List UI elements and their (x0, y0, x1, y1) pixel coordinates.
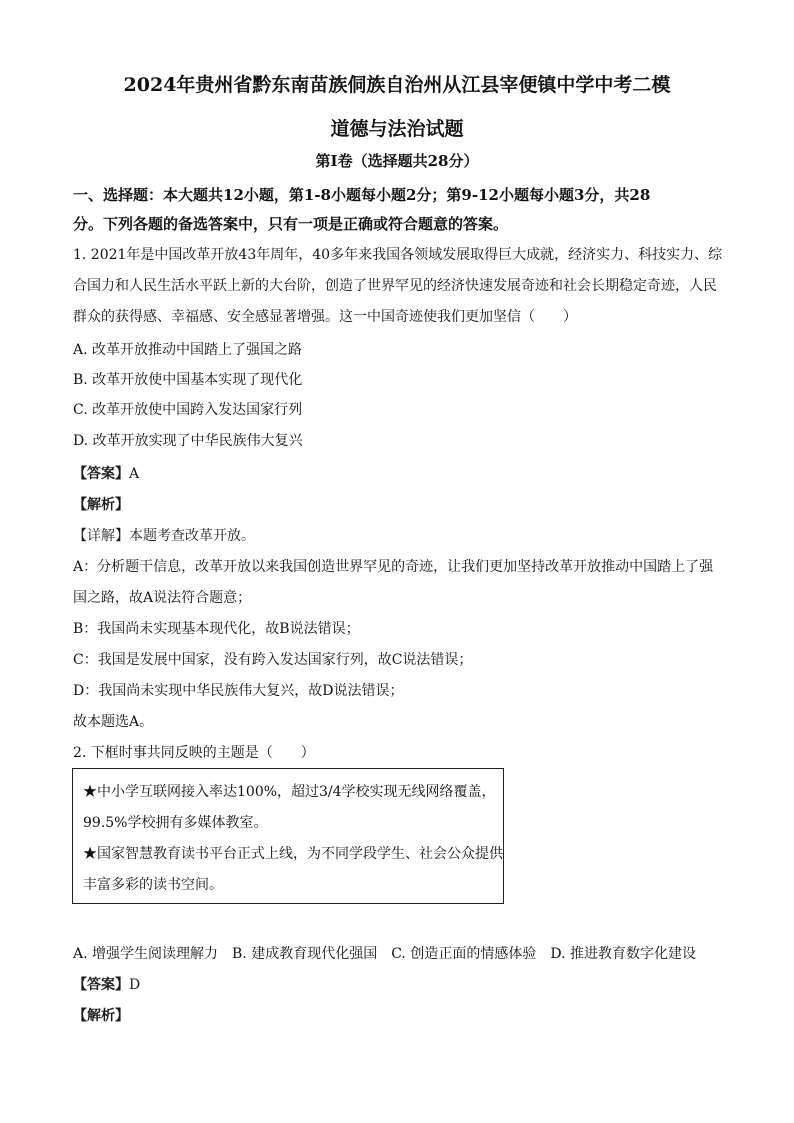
q1-explanation-line-4: C：我国是发展中国家，没有跨入发达国家行列，故C说法错误； (73, 652, 473, 668)
exam-subtitle: 道德与法治试题 (330, 118, 464, 140)
answer-value: A (129, 466, 140, 482)
q2-option-a: A. 增强学生阅读理解力 (73, 946, 219, 962)
q2-stem: 2. 下框时事共同反映的主题是（ ） (73, 745, 315, 761)
q1-option-a: A. 改革开放推动中国踏上了强国之路 (73, 342, 303, 358)
q2-box-line-3: ★国家智慧教育读书平台正式上线，为不同学段学生、社会公众提供 (83, 846, 503, 862)
answer-tag: 【答案】 (73, 977, 129, 993)
instructions-line-1: 一、选择题：本大题共12小题，第1-8小题每小题2分；第9-12小题每小题3分，共28 (73, 186, 651, 204)
q2-news-box (72, 768, 504, 904)
q2-option-d: D. 推进教育数字化建设 (550, 946, 696, 962)
q1-analysis (73, 494, 129, 514)
q2-answer (73, 974, 140, 994)
q1-explanation-line-2: 国之路，故A说法符合题意； (73, 590, 252, 606)
q2-box-line-2: 99.5%学校拥有多媒体教室。 (83, 815, 268, 831)
q1-stem-line-1: 1. 2021年是中国改革开放43年周年，40多年来我国各领域发展取得巨大成就，经济实力、科技实力、综 (73, 247, 723, 263)
q2-box-line-4: 丰富多彩的读书空间。 (83, 877, 223, 893)
q1-option-c: C. 改革开放使中国跨入发达国家行列 (73, 402, 303, 418)
q1-explanation-line-3: B：我国尚未实现基本现代化，故B说法错误； (73, 621, 360, 637)
q2-box-line-1: ★中小学互联网接入率达100%，超过3/4学校实现无线网络覆盖， (83, 784, 496, 800)
q1-stem-line-3: 群众的获得感、幸福感、安全感显著增强。这一中国奇迹使我们更加坚信（ ） (73, 309, 577, 325)
exam-title: 2024年贵州省黔东南苗族侗族自治州从江县宰便镇中学中考二模 (123, 74, 671, 96)
q1-option-d: D. 改革开放实现了中华民族伟大复兴 (73, 433, 303, 449)
q1-answer (73, 463, 139, 483)
answer-value: D (129, 977, 141, 993)
q1-option-b: B. 改革开放使中国基本实现了现代化 (73, 372, 303, 388)
q2-options-row (73, 943, 696, 963)
q2-analysis (73, 1005, 129, 1025)
answer-tag: 【答案】 (73, 466, 129, 482)
section-heading: 第Ⅰ卷（选择题共28分） (315, 152, 479, 170)
q2-option-c: C. 创造正面的情感体验 (391, 946, 537, 962)
analysis-tag: 【解析】 (73, 497, 129, 513)
q1-detail (73, 525, 255, 545)
detail-text: 本题考查改革开放。 (129, 528, 255, 544)
q1-explanation-line-1: A：分析题干信息，改革开放以来我国创造世界罕见的奇迹，让我们更加坚持改革开放推动中国踏上了强 (73, 559, 714, 575)
analysis-tag: 【解析】 (73, 1008, 129, 1024)
instructions-line-2: 分。下列各题的备选答案中，只有一项是正确或符合题意的答案。 (73, 215, 509, 233)
q1-explanation-line-6: 故本题选A。 (73, 714, 154, 730)
q1-explanation-line-5: D：我国尚未实现中华民族伟大复兴，故D说法错误； (73, 683, 404, 699)
q1-stem-line-2: 合国力和人民生活水平跃上新的大台阶，创造了世界罕见的经济快速发展奇迹和社会长期稳定奇迹，人民 (73, 278, 717, 294)
detail-tag: 【详解】 (73, 528, 129, 544)
q2-option-b: B. 建成教育现代化强国 (232, 946, 378, 962)
